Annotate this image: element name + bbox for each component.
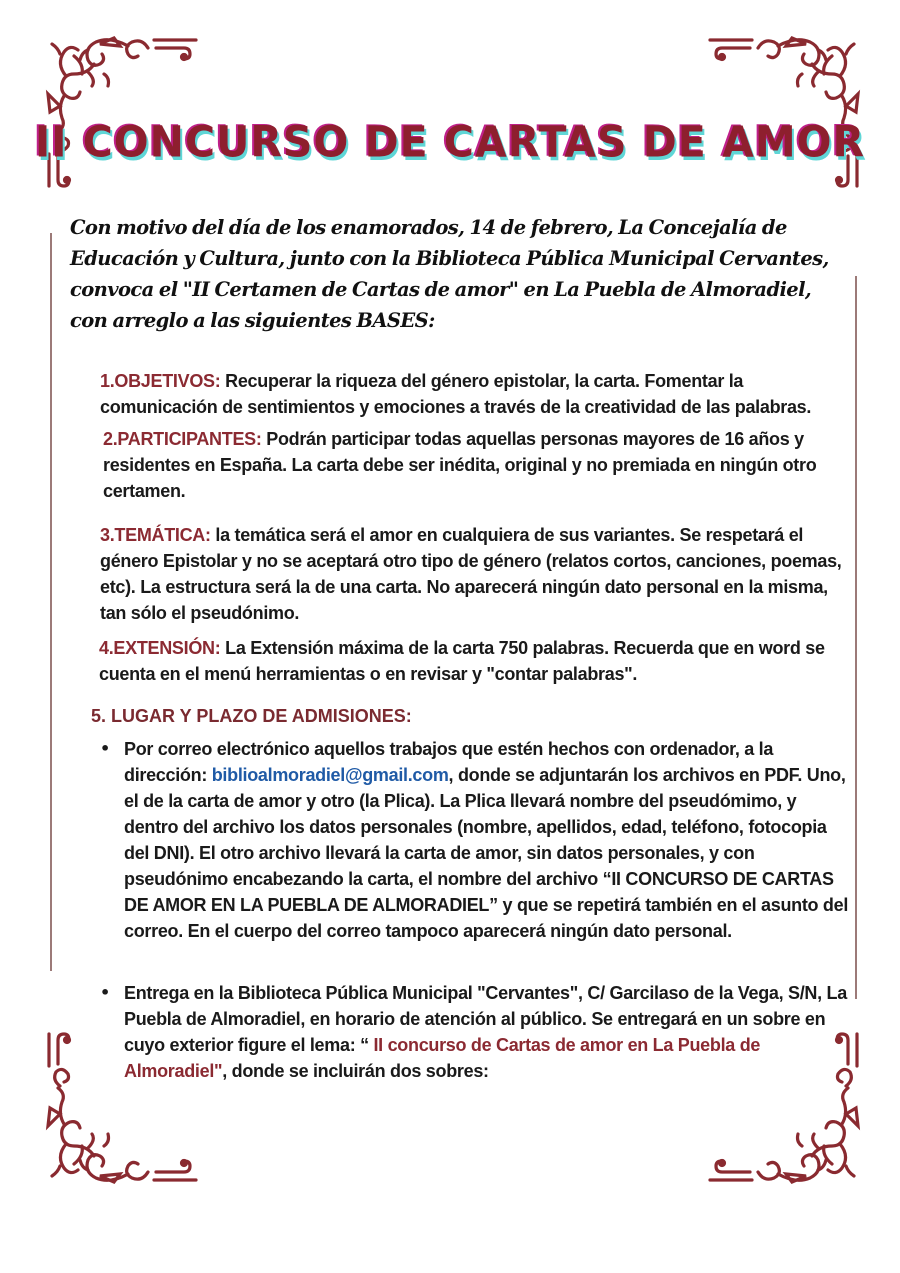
section-text: Podrán participar todas aquellas personas mayores de 16 años y residentes en España. La carta debe ser inédita, original y no premiada en ningún otro certamen. (103, 429, 817, 501)
section-objetivos (100, 368, 840, 420)
section-label: 4.EXTENSIÓN: (99, 638, 221, 658)
bullet-email-submission (100, 736, 850, 944)
bullet-text (124, 980, 850, 1084)
section-participantes (103, 426, 843, 504)
left-border-line (50, 233, 52, 971)
email-link[interactable]: biblioalmoradiel@gmail.com (211, 765, 449, 785)
section-lugar-plazo (91, 706, 851, 727)
bullet-icon: • (100, 739, 110, 758)
section-text: la temática será el amor en cualquiera de sus variantes. Se respetará el género Epistolar y no se aceptará otro tipo de género (relatos cortos, canciones, poemas, etc). La estructura será la de una carta. No aparecerá ningún dato personal en la misma, tan sólo el pseudónimo. (100, 525, 842, 623)
bullet-text-part: Entrega en la Biblioteca Pública Municipal "Cervantes", C/ Garcilaso de la Vega, S/N, La Puebla de Almoradiel, en horario de atención al público. Se entregará en un sobre en cuyo exterior figure el lema: “ (124, 983, 847, 1055)
section-label: 1.OBJETIVOS: (100, 371, 221, 391)
bullet-text-part: , donde se incluirán dos sobres: (222, 1061, 489, 1081)
bullet-text (124, 736, 850, 944)
bullet-text-part: , donde se adjuntarán los archivos en PDF. Uno, el de la carta de amor y otro (la Plica). La Plica llevará nombre del pseudómimo, y dentro del archivo los datos personales (nombre, apellidos, edad, teléfono, fotocopia del DNI). El otro archivo llevará la carta de amor, sin datos personales, y con pseudónimo encabezando la carta, el nombre del archivo “II CONCURSO DE CARTAS DE AMOR EN LA PUEBLA DE ALMORADIEL” y que se repetirá también en el asunto del correo. En el cuerpo del correo tampoco aparecerá ningún dato personal. (124, 765, 849, 941)
section-extension (99, 635, 844, 687)
right-border-line (855, 276, 857, 999)
flourish-icon (702, 34, 862, 194)
corner-ornament-top-left (44, 34, 204, 194)
section-label: 3.TEMÁTICA: (100, 525, 211, 545)
intro-paragraph: Con motivo del día de los enamorados, 14 de febrero, La Concejalía de Educación y Cultura, junto con la Biblioteca Pública Municipal Cervantes, convoca el "II Certamen de Cartas de amor" en La Puebla de Almoradiel, con arreglo a las siguientes BASES: (70, 216, 829, 332)
section-label: 5. LUGAR Y PLAZO DE ADMISIONES: (91, 706, 412, 726)
bullet-in-person-submission (100, 980, 850, 1084)
section-label: 2.PARTICIPANTES: (103, 429, 262, 449)
section-text: La Extensión máxima de la carta 750 palabras. Recuerda que en word se cuenta en el menú herramientas o en revisar y "contar palabras". (99, 638, 825, 684)
lema-text: II concurso de Cartas de amor en La Puebla de Almoradiel" (124, 1035, 761, 1081)
flourish-icon (44, 34, 204, 194)
bullet-icon: • (100, 983, 110, 1002)
poster-title: II CONCURSO DE CARTAS DE AMOR (34, 116, 866, 168)
corner-ornament-top-right (702, 34, 862, 194)
bullet-text-part: Por correo electrónico aquellos trabajos que estén hechos con ordenador, a la dirección: (124, 739, 774, 785)
section-tematica (100, 522, 845, 626)
section-text: Recuperar la riqueza del género epistolar, la carta. Fomentar la comunicación de sentimientos y emociones a través de la creatividad de las palabras. (100, 371, 812, 417)
